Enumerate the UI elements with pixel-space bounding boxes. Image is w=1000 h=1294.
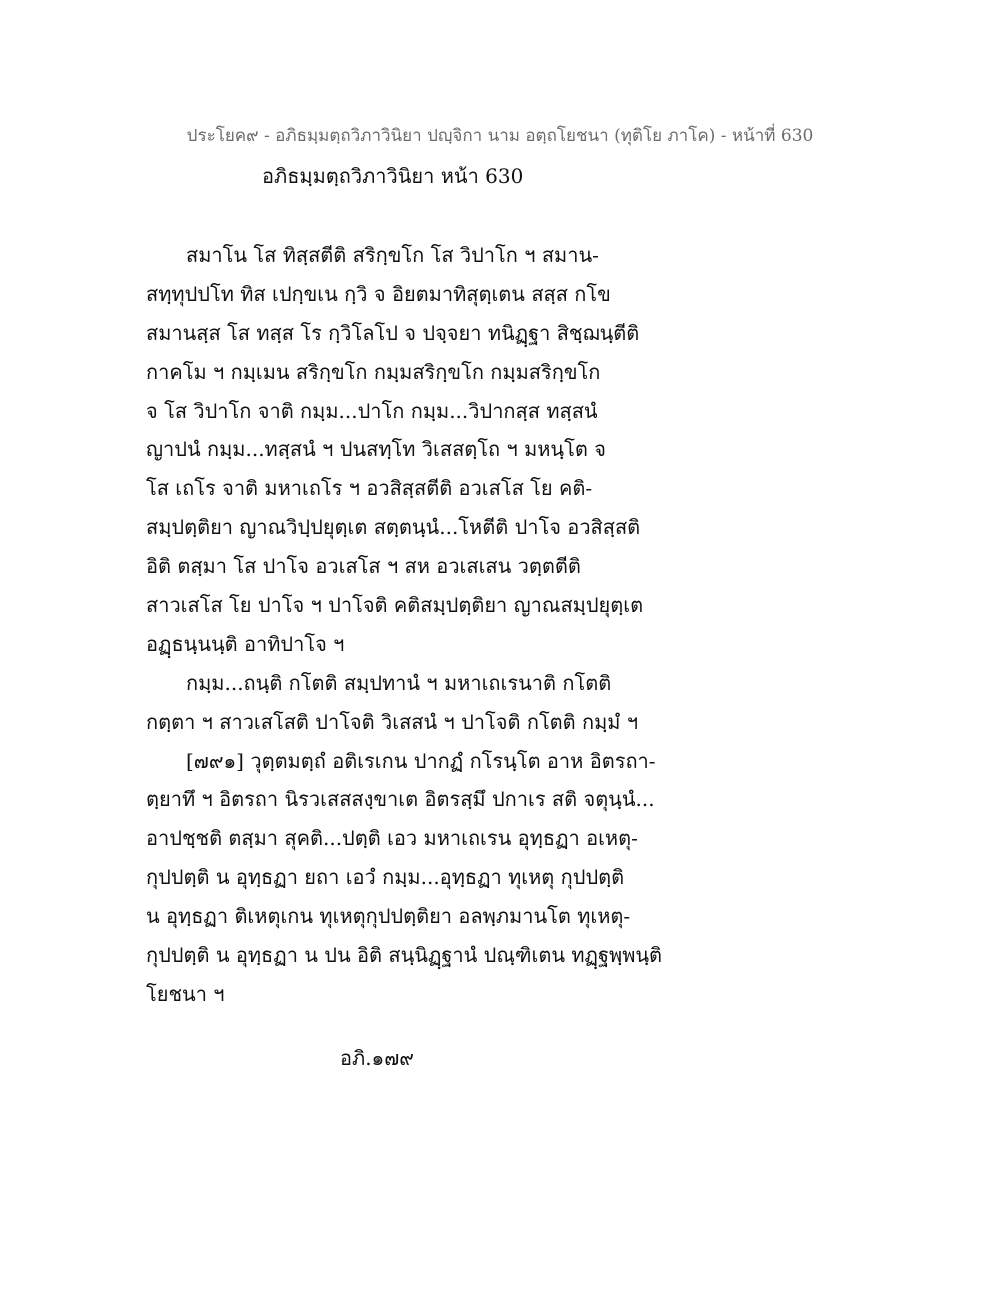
text-line: กาคโม ฯ กมฺเมน สริกฺขโก กมฺมสริกฺขโก กมฺมสริกฺขโก bbox=[146, 359, 601, 384]
page-footer-reference: อภิ.๑๗๙ bbox=[340, 1046, 414, 1070]
text-line: สมฺปตฺติยา ญาณวิปฺปยุตฺเต สตฺตนฺนํ...โหตีติ ปาโจ อวสิสฺสติ bbox=[146, 515, 641, 540]
page-title: อภิธมฺมตฺถวิภาวินิยา หน้า 630 bbox=[262, 164, 524, 188]
text-line: ตฺยาทึ ฯ อิตรถา นิรวเสสสงฺขาเต อิตรสฺมึ ปกาเร สติ จตุนฺนํ... bbox=[146, 787, 655, 812]
text-line: อฏฺธนฺนนฺติ อาทิปาโจ ฯ bbox=[146, 631, 345, 656]
text-line: ญาปนํ กมฺม...ทสฺสนํ ฯ ปนสทฺโท วิเสสตฺโถ ฯ มหนฺโต จ bbox=[146, 437, 606, 462]
text-line: กุปปตฺติ น อุทฺธฏา ยถา เอวํ กมฺม...อุทฺธฏา ทุเหตุ กุปปตฺติ bbox=[146, 865, 625, 890]
text-line: กุปปตฺติ น อุทฺธฏา น ปน อิติ สนฺนิฏฺฐานํ ปณฺฑิเตน ทฏฺฐพฺพนฺติ bbox=[146, 943, 663, 968]
text-line: [๗๙๑] วุตฺตมตฺถํ อติเรเกน ปากฏํ กโรนฺโต อาห อิตรถา- bbox=[186, 748, 656, 773]
body-text bbox=[146, 236, 706, 1014]
text-line: กมฺม...ถนฺติ กโตติ สมฺปทานํ ฯ มหาเถเรนาติ กโตติ bbox=[186, 670, 612, 695]
text-line: จ โส วิปาโก จาติ กมฺม...ปาโก กมฺม...วิปากสฺส ทสฺสนํ bbox=[146, 398, 598, 423]
text-line: อาปชฺชติ ตสฺมา สุคติ...ปตฺติ เอว มหาเถเรน อุทฺธฏา อเหตุ- bbox=[146, 826, 638, 851]
running-header: ประโยค๙ - อภิธมฺมตฺถวิภาวินิยา ปญฺจิกา นาม อตฺถโยชนา (ทุติโย ภาโค) - หน้าที่ 630 bbox=[186, 126, 814, 146]
text-line: น อุทฺธฏา ติเหตุเกน ทุเหตุกุปปตฺติยา อลพฺภมานโต ทุเหตุ- bbox=[146, 904, 631, 929]
text-line: อิติ ตสฺมา โส ปาโจ อวเสโส ฯ สห อวเสเสน วตฺตตีติ bbox=[146, 554, 581, 579]
text-line: โส เถโร จาติ มหาเถโร ฯ อวสิสฺสตีติ อวเสโส โย คติ- bbox=[146, 476, 593, 501]
text-line: สมาโน โส ทิสฺสตีติ สริกฺขโก โส วิปาโก ฯ สมาน- bbox=[186, 243, 599, 267]
text-line: สทฺทุปปโท ทิส เปกฺขเน กฺวิ จ อิยตมาทิสุตฺเตน สสฺส กโข bbox=[146, 281, 611, 306]
text-line: โยชนา ฯ bbox=[146, 981, 225, 1006]
text-line: กตฺตา ฯ สาวเสโสติ ปาโจติ วิเสสนํ ฯ ปาโจติ กโตติ กมฺมํ ฯ bbox=[146, 709, 639, 734]
text-line: สาวเสโส โย ปาโจ ฯ ปาโจติ คติสมฺปตฺติยา ญาณสมฺปยุตฺเต bbox=[146, 593, 644, 618]
text-line: สมานสฺส โส ทสฺส โร กฺวิโลโป จ ปจฺจยา ทนิฏฺฐา สิชฺฌนฺตีติ bbox=[146, 320, 640, 345]
